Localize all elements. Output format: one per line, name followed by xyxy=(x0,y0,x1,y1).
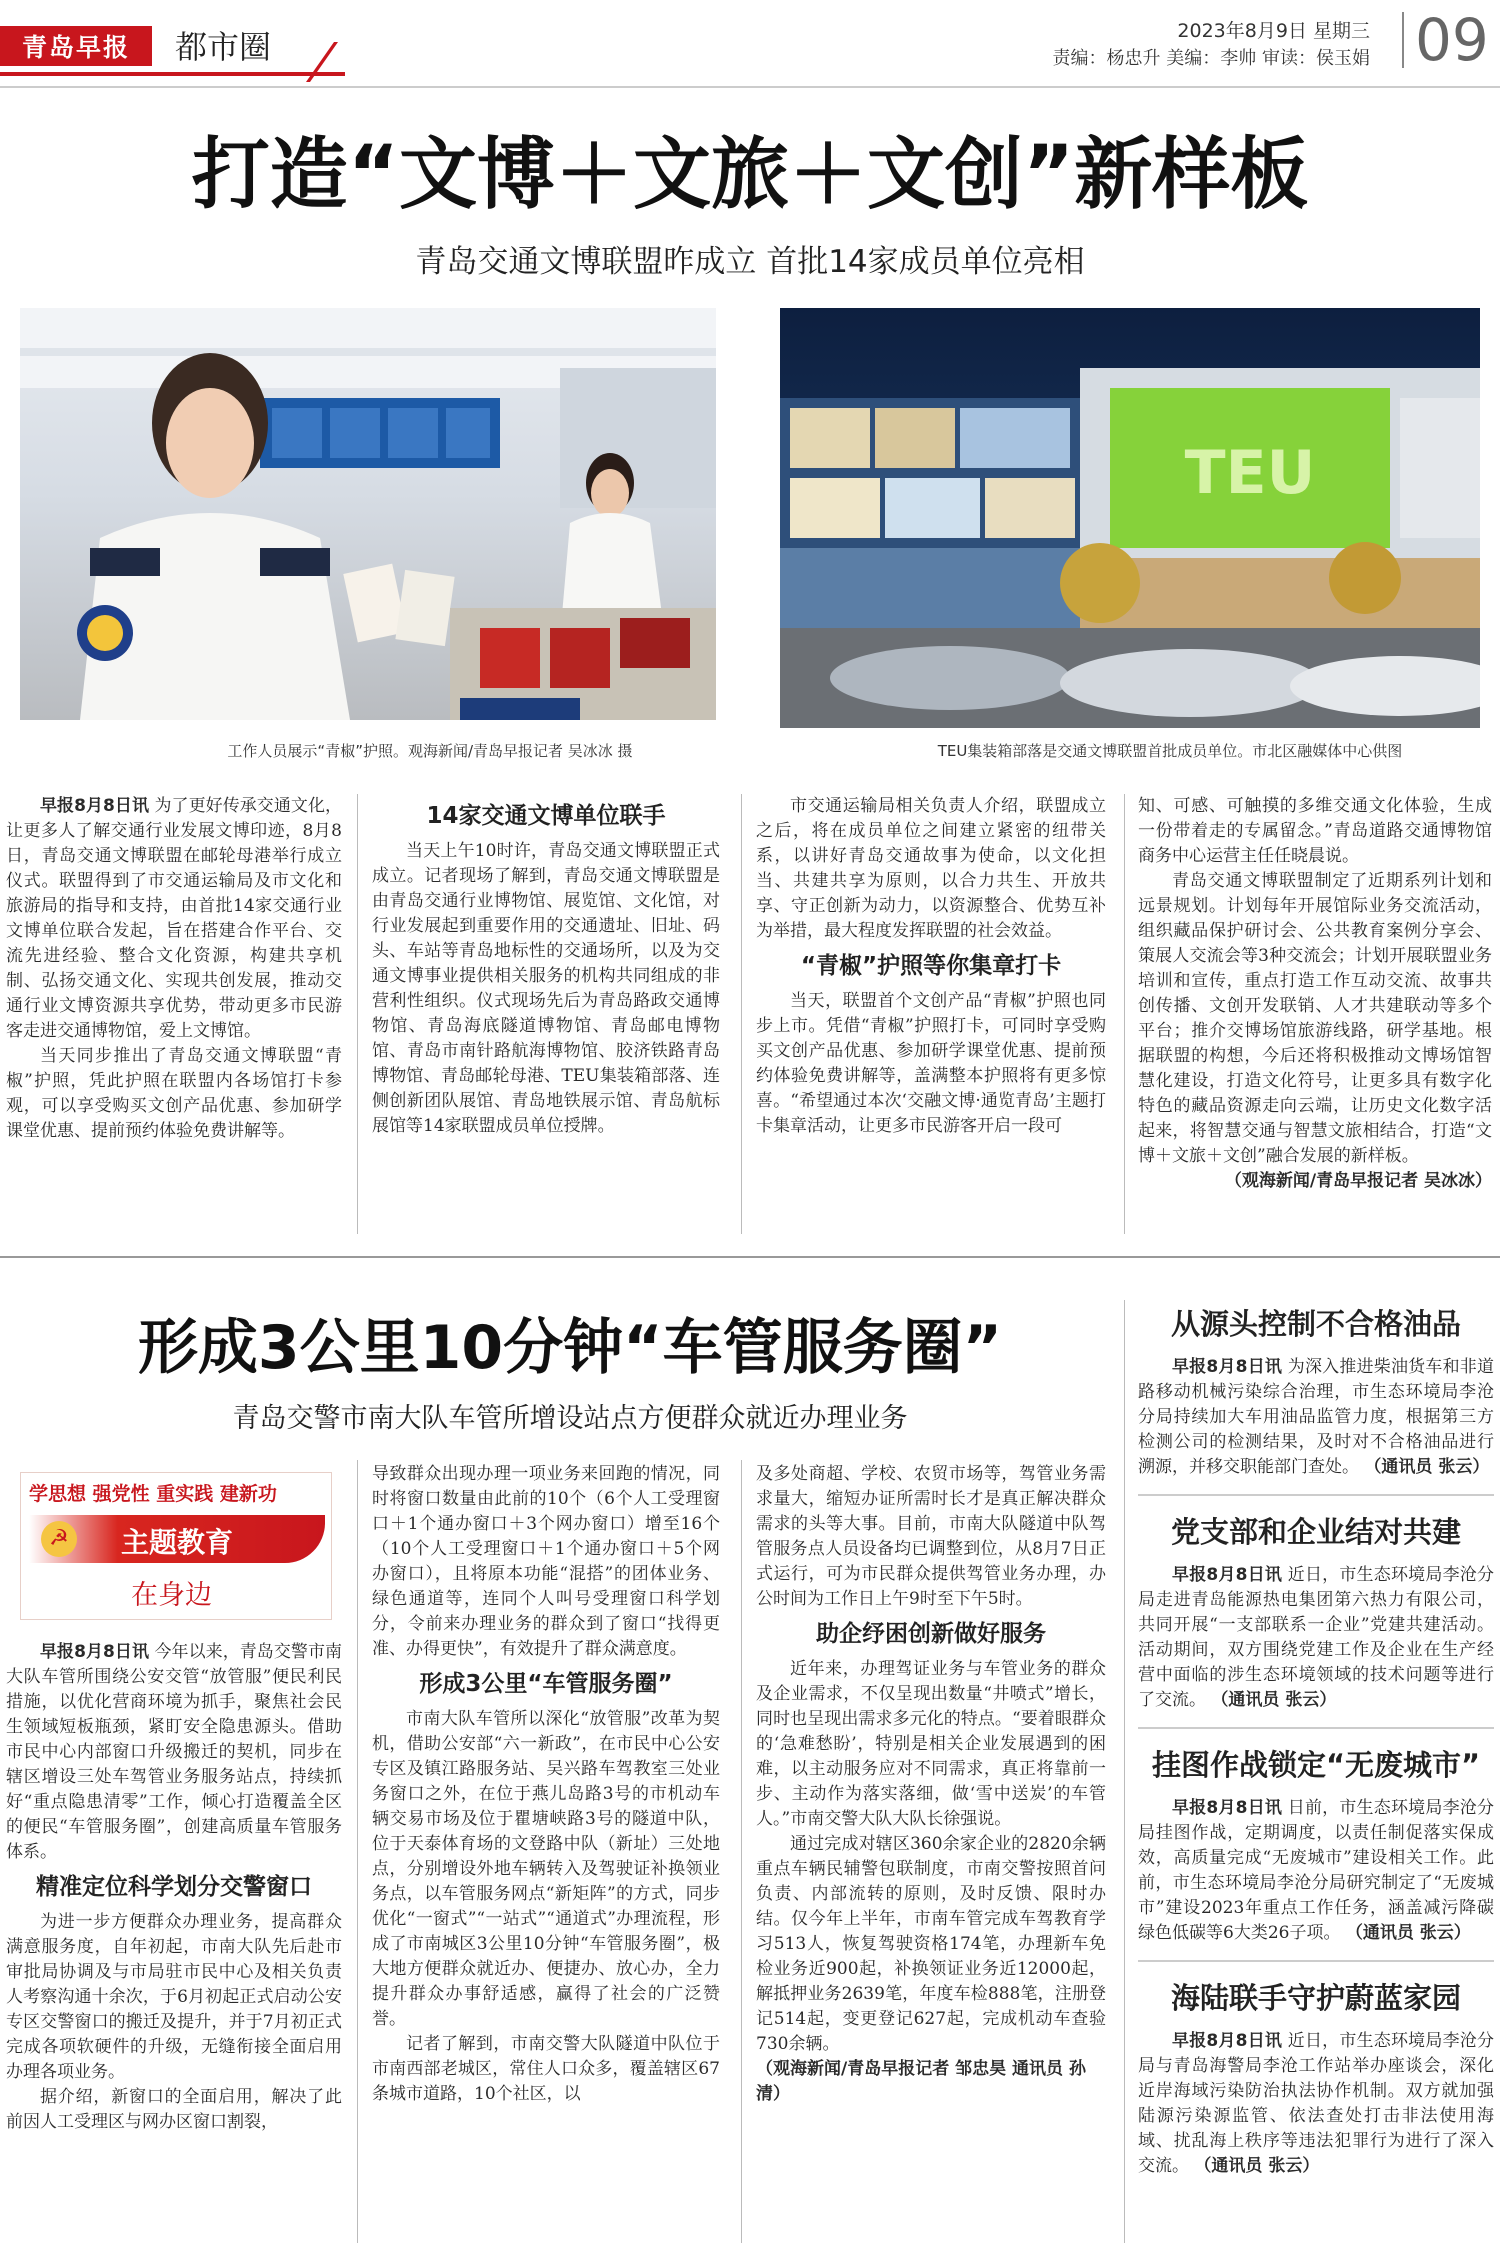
story2-column-1 xyxy=(6,1640,342,2243)
story2-col1-para2: 为进一步方便群众办理业务，提高群众满意服务度，自年初起，市南大队先后赴市审批局协调及与市局驻市民中心及相关负责人考察沟通十余次，于6月初起正式启动公安专区交警窗口的搬迁及提升，并于7月初正式完成各项软硬件的升级，无缝衔接全面启用办理各项业务。 xyxy=(6,1912,342,2082)
story2-col3-para3: 通过完成对辖区360余家企业的2820余辆重点车辆民辅警包联制度，市南交警按照首问负责、内部流转的原则，及时反馈、限时办结。仅今年上半年，市南车管完成车驾教育学习513人，恢复驾驶资格174笔，办理新车免检业务近900起，补换领证业务近12000起，解抵押业务2639笔，年度车检888笔，注册登记514起，变更登记627起，完成机动车查验730余辆。 xyxy=(756,1834,1106,2054)
brief1-credit: （通讯员 张云） xyxy=(1364,1457,1490,1477)
brief4-body xyxy=(1138,2029,1494,2179)
story1-headline: 打造“文博＋文旅＋文创”新样板 xyxy=(191,130,1309,220)
masthead-slant-decoration xyxy=(306,42,338,82)
brief1-dateline: 早报8月8日讯 xyxy=(1172,1357,1283,1377)
brief3-body xyxy=(1138,1796,1494,1946)
story1-photo-passport xyxy=(20,308,716,720)
teu-photo-illustration xyxy=(780,308,1480,728)
story2-subheadline: 青岛交警市南大队车管所增设站点方便群众就近办理业务 xyxy=(232,1403,908,1434)
story1-column-3 xyxy=(756,794,1106,1234)
column-divider xyxy=(357,1460,358,2243)
column-divider xyxy=(741,1460,742,2243)
brief2-body xyxy=(1138,1563,1494,1713)
brief2-credit: （通讯员 张云） xyxy=(1211,1690,1337,1710)
column-divider xyxy=(357,794,358,1234)
story2-headline: 形成3公里10分钟“车管服务圈” xyxy=(137,1313,1003,1383)
brief2-text: 近日，市生态环境局李沧分局走进青岛能源热电集团第六热力有限公司，共同开展“一支部联系一企业”党建共建活动。活动期间，双方围绕党建工作及企业在生产经营中面临的涉生态环境领域的技术问题等进行了交流。 xyxy=(1138,1565,1494,1710)
story1-column-2 xyxy=(372,794,720,1234)
masthead-red-rule xyxy=(0,72,345,76)
masthead-divider xyxy=(1402,12,1404,68)
story1-col3-para1: 市交通运输局相关负责人介绍，联盟成立之后，将在成员单位之间建立紧密的纽带关系，以讲好青岛交通故事为使命，以文化担当、共建共享为原则，以合力共生、开放共享、守正创新为动力，以资源整合、优势互补为举措，最大程度发挥联盟的社会效益。 xyxy=(756,796,1106,941)
story1-dateline: 早报8月8日讯 xyxy=(40,796,150,816)
party-emblem-icon: ☭ xyxy=(41,1521,77,1557)
story1-photo-teu xyxy=(780,308,1480,728)
story2-col3-para1: 及多处商超、学校、农贸市场等，驾管业务需求量大，缩短办证所需时长才是真正解决群众需求的头等大事。目前，市南大队隧道中队驾管服务点人员设备均已调整到位，从8月7日正式运行，可为市民群众提供驾管业务办理，办公时间为工作日上午9时至下午5时。 xyxy=(756,1464,1106,1609)
story1-col1-para2: 当天同步推出了青岛交通文博联盟“青椒”护照，凭此护照在联盟内各场馆打卡参观，可以享受购买文创产品优惠、参加研学课堂优惠、提前预约体验免费讲解等。 xyxy=(6,1046,342,1141)
story1-column-1 xyxy=(6,794,342,1234)
brief-separator xyxy=(1138,1494,1494,1496)
brief3-credit: （通讯员 张云） xyxy=(1345,1923,1471,1943)
brief4-credit: （通讯员 张云） xyxy=(1194,2156,1320,2176)
brief-separator xyxy=(1138,1960,1494,1962)
story1-photo2-caption: TEU集装箱部落是交通文博联盟首批成员单位。市北区融媒体中心供图 xyxy=(937,742,1403,760)
story2-col3-para2: 近年来，办理驾证业务与车管业务的群众及企业需求，不仅呈现出数量“井喷式”增长，同时也呈现出需求多元化的特点。“要着眼群众的‘急难愁盼’，特别是相关企业发展遇到的困难，以主动服务应对不同需求，真正将靠前一步、主动作为落实落细，做‘雪中送炭’的车管人。”市南交警大队大队长徐强说。 xyxy=(756,1659,1106,1829)
column-divider xyxy=(1124,1300,1125,2243)
top-rule xyxy=(0,86,1500,88)
badge-subtitle: 在身边 xyxy=(131,1580,212,1611)
story2-dateline: 早报8月8日讯 xyxy=(40,1642,150,1662)
brief3-dateline: 早报8月8日讯 xyxy=(1172,1798,1283,1818)
story1-col2-subtitle: 14家交通文博单位联手 xyxy=(426,803,666,829)
theme-education-badge xyxy=(20,1472,332,1620)
story2-column-2 xyxy=(372,1462,720,2243)
brief-separator xyxy=(1138,1727,1494,1729)
story2-col2-subtitle: 形成3公里“车管服务圈” xyxy=(419,1671,673,1697)
column-divider xyxy=(1124,794,1125,1234)
story2-col1-para3: 据介绍，新窗口的全面启用，解决了此前因人工受理区与网办区窗口割裂， xyxy=(6,2087,342,2132)
story2-col1-para1: 今年以来，青岛交警市南大队车管所围绕公安交管“放管服”便民利民措施，以优化营商环境为抓手，聚焦社会民生领域短板瓶颈，紧盯安全隐患源头。借助市民中心内部窗口升级搬迁的契机，同步在辖区增设三处车驾管业务服务站点，持续抓好“重点隐患清零”工作，倾心打造覆盖全区的便民“车管服务圈”，创建高质量车管服务体系。 xyxy=(6,1642,342,1862)
sidebar-briefs xyxy=(1138,1300,1494,2243)
brief4-title: 海陆联手守护蔚蓝家园 xyxy=(1170,1981,1461,2015)
brief1-text: 为深入推进柴油货车和非道路移动机械污染综合治理，市生态环境局李沧分局持续加大车用油品监管力度，根据第三方检测公司的检测结果，及时对不合格油品进行溯源，并移交职能部门查处。 xyxy=(1138,1357,1494,1477)
story-separator xyxy=(0,1256,1500,1258)
story2-col2-para1: 导致群众出现办理一项业务来回跑的情况，同时将窗口数量由此前的10个（6个人工受理窗口＋1个通办窗口＋3个网办窗口）增至16个（10个人工受理窗口＋1个通办窗口＋5个网办窗口），且将原本功能“混搭”的团体业务、绿色通道等，连同个人叫号受理窗口科学划分，令前来办理业务的群众到了窗口“找得更准、办得更快”，有效提升了群众满意度。 xyxy=(372,1464,720,1659)
brief3-text: 日前，市生态环境局李沧分局挂图作战，定期调度，以责任制促落实保成效，高质量完成“无废城市”建设相关工作。此前，市生态环境局李沧分局研究制定了“无废城市”建设2023年重点工作任务，涵盖减污降碳绿色低碳等6大类26子项。 xyxy=(1138,1798,1494,1943)
brief2-title: 党支部和企业结对共建 xyxy=(1170,1515,1461,1549)
story1-col4-para2: 青岛交通文博联盟制定了近期系列计划和远景规划。计划每年开展馆际业务交流活动，组织藏品保护研讨会、公共教育案例分享会、策展人交流会等3种交流会；计划开展联盟业务培训和宣传，重点打造工作互动交流、故事共创传播、文创开发联销、人才共建联动等多个平台；推介交博场馆旅游线路，研学基地。根据联盟的构想，今后还将积极推动文博场馆智慧化建设，打造文化符号，让更多具有数字化特色的藏品资源走向云端，让历史文化数字活起来，将智慧交通与智慧文旅相结合，打造“文博＋文旅＋文创”融合发展的新样板。 xyxy=(1138,871,1492,1166)
badge-title: 主题教育 xyxy=(121,1526,234,1559)
brief1-body xyxy=(1138,1355,1494,1480)
story1-subheadline: 青岛交通文博联盟昨成立 首批14家成员单位亮相 xyxy=(415,244,1085,280)
story2-col2-para3: 记者了解到，市南交警大队隧道中队位于市南西部老城区，常住人口众多，覆盖辖区67条城市道路，10个社区，以 xyxy=(372,2034,720,2104)
story2-col3-subtitle: 助企纾困创新做好服务 xyxy=(816,1621,1046,1647)
column-divider xyxy=(741,794,742,1234)
story1-col3-subtitle: “青椒”护照等你集章打卡 xyxy=(800,953,1062,979)
story2-column-3 xyxy=(756,1462,1106,2243)
brief4-text: 近日，市生态环境局李沧分局与青岛海警局李沧工作站举办座谈会，深化近岸海域污染防治执法协作机制。双方就加强陆源污染源监管、依法查处打击非法使用海域、扰乱海上秩序等违法犯罪行为进行了深入交流。 xyxy=(1138,2031,1494,2176)
story2-col1-subtitle: 精准定位科学划分交警窗口 xyxy=(36,1874,312,1900)
brief2-dateline: 早报8月8日讯 xyxy=(1172,1565,1283,1585)
story1-column-4 xyxy=(1138,794,1492,1234)
story2-col2-para2: 市南大队车管所以深化“放管服”改革为契机，借助公安部“六一新政”，在市民中心公安专区及镇江路服务站、吴兴路车驾教室三处业务窗口之外，在位于燕儿岛路3号的市机动车辆交易市场及位于瞿塘峡路3号的隧道中队，位于天泰体育场的文登路中队（新址）三处地点，分别增设外地车辆转入及驾驶证补换领业务点，以车管服务网点“新矩阵”的方式，同步优化“一窗式”“一站式”“通道式”办理流程，形成了市南城区3公里10分钟“车管服务圈”，极大地方便群众就近办、便捷办、放心办，全力提升群众办事舒适感，赢得了社会的广泛赞誉。 xyxy=(372,1709,720,2029)
brief4-dateline: 早报8月8日讯 xyxy=(1172,2031,1283,2051)
story2-credit: （观海新闻/青岛早报记者 邹忠昊 通讯员 孙清） xyxy=(756,2059,1086,2104)
brief1-title: 从源头控制不合格油品 xyxy=(1170,1307,1461,1341)
story1-col3-para2: 当天，联盟首个文创产品“青椒”护照也同步上市。凭借“青椒”护照打卡，可同时享受购买文创产品优惠、参加研学课堂优惠、提前预约体验免费讲解等，盖满整本护照将有更多惊喜。“希望通过本次‘交融文博·通览青岛’主题打卡集章活动，让更多市民游客开启一段可 xyxy=(756,991,1106,1136)
section-name: 都市圈 xyxy=(175,28,272,66)
page-number: 09 xyxy=(1415,6,1489,74)
svg-text:TEU: TEU xyxy=(1184,438,1316,508)
editor-credits: 责编：杨忠升 美编：李帅 审读：侯玉娟 xyxy=(1052,48,1370,69)
passport-photo-illustration xyxy=(20,308,716,720)
story1-col2-para1: 当天上午10时许，青岛交通文博联盟正式成立。记者现场了解到，青岛交通文博联盟是由青岛交通行业博物馆、展览馆、文化馆，对行业发展起到重要作用的交通遗址、旧址、码头、车站等青岛地标性的交通场所，以及为交通文博事业提供相关服务的机构共同组成的非营利性组织。仪式现场先后为青岛路政交通博物馆、青岛海底隧道博物馆、青岛邮电博物馆、青岛市南针路航海博物馆、胶济铁路青岛博物馆、青岛邮轮母港、TEU集装箱部落、连侧创新团队展馆、青岛地铁展示馆、青岛航标展馆等14家联盟成员单位授牌。 xyxy=(372,841,720,1136)
newspaper-logo: 青岛早报 xyxy=(0,26,152,66)
badge-slogan: 学思想 强党性 重实践 建新功 xyxy=(29,1483,277,1505)
story1-col1-para1: 为了更好传承交通文化，让更多人了解交通行业发展文博印迹，8月8日，青岛交通文博联盟在邮轮母港举行成立仪式。联盟得到了市交通运输局及市文化和旅游局的指导和支持，由首批14家交通行业文博单位联合发起，旨在搭建合作平台、交流先进经验、整合文化资源，构建共享机制、弘扬交通文化、实现共创发展，推动交通行业文博资源共享优势，带动更多市民游客走进交通博物馆，爱上文博馆。 xyxy=(6,796,342,1041)
story1-credit: （观海新闻/青岛早报记者 吴冰冰） xyxy=(1224,1171,1492,1191)
issue-date: 2023年8月9日 星期三 xyxy=(1177,20,1370,42)
brief3-title: 挂图作战锁定“无废城市” xyxy=(1151,1748,1481,1782)
story1-col4-para1: 知、可感、可触摸的多维交通文化体验，生成一份带着走的专属留念。”青岛道路交通博物馆商务中心运营主任任晓晨说。 xyxy=(1138,796,1492,866)
story1-photo1-caption: 工作人员展示“青椒”护照。观海新闻/青岛早报记者 吴冰冰 摄 xyxy=(227,742,633,760)
